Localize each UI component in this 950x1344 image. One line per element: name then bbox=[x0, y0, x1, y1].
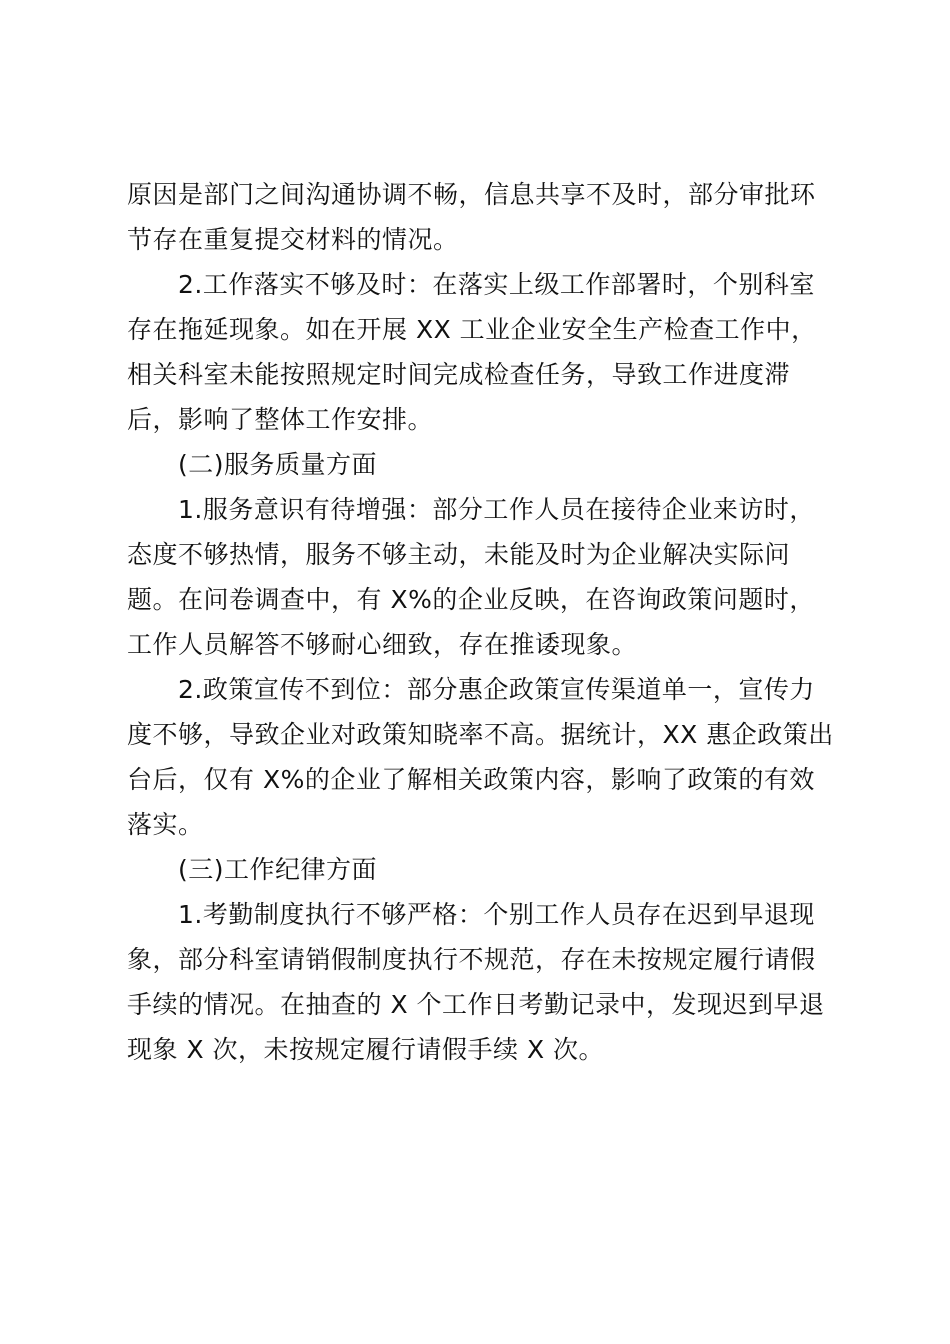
text-line: 存在拖延现象。如在开展 XX 工业企业安全生产检查工作中， bbox=[127, 315, 817, 344]
paragraph-first-line: 1.服务意识有待增强：部分工作人员在接待企业来访时， bbox=[178, 495, 815, 524]
text-line: 度不够，导致企业对政策知晓率不高。据统计，XX 惠企政策出 bbox=[127, 720, 834, 749]
paragraph-first-line: 2.工作落实不够及时：在落实上级工作部署时，个别科室 bbox=[178, 270, 815, 299]
text-line: 节存在重复提交材料的情况。 bbox=[127, 225, 459, 254]
paragraph-first-line: 1.考勤制度执行不够严格：个别工作人员存在迟到早退现 bbox=[178, 900, 815, 929]
text-line: 手续的情况。在抽查的 X 个工作日考勤记录中，发现迟到早退 bbox=[127, 990, 825, 1019]
text-line: 题。在问卷调查中，有 X%的企业反映，在咨询政策问题时， bbox=[127, 585, 815, 614]
text-line: 态度不够热情，服务不够主动，未能及时为企业解决实际问 bbox=[127, 540, 791, 569]
paragraph-first-line: 2.政策宣传不到位：部分惠企政策宣传渠道单一，宣传力 bbox=[178, 675, 815, 704]
text-line: 相关科室未能按照规定时间完成检查任务，导致工作进度滞 bbox=[127, 360, 791, 389]
text-line: 现象 X 次，未按规定履行请假手续 X 次。 bbox=[127, 1035, 605, 1064]
text-line: 原因是部门之间沟通协调不畅，信息共享不及时，部分审批环 bbox=[127, 180, 816, 209]
text-line: 落实。 bbox=[127, 810, 204, 839]
text-line: 工作人员解答不够耐心细致，存在推诿现象。 bbox=[127, 630, 638, 659]
text-line: 象，部分科室请销假制度执行不规范，存在未按规定履行请假 bbox=[127, 945, 816, 974]
section-heading: (三)工作纪律方面 bbox=[178, 855, 378, 884]
text-line: 后，影响了整体工作安排。 bbox=[127, 405, 434, 434]
section-heading: (二)服务质量方面 bbox=[178, 450, 378, 479]
text-line: 台后，仅有 X%的企业了解相关政策内容，影响了政策的有效 bbox=[127, 765, 815, 794]
